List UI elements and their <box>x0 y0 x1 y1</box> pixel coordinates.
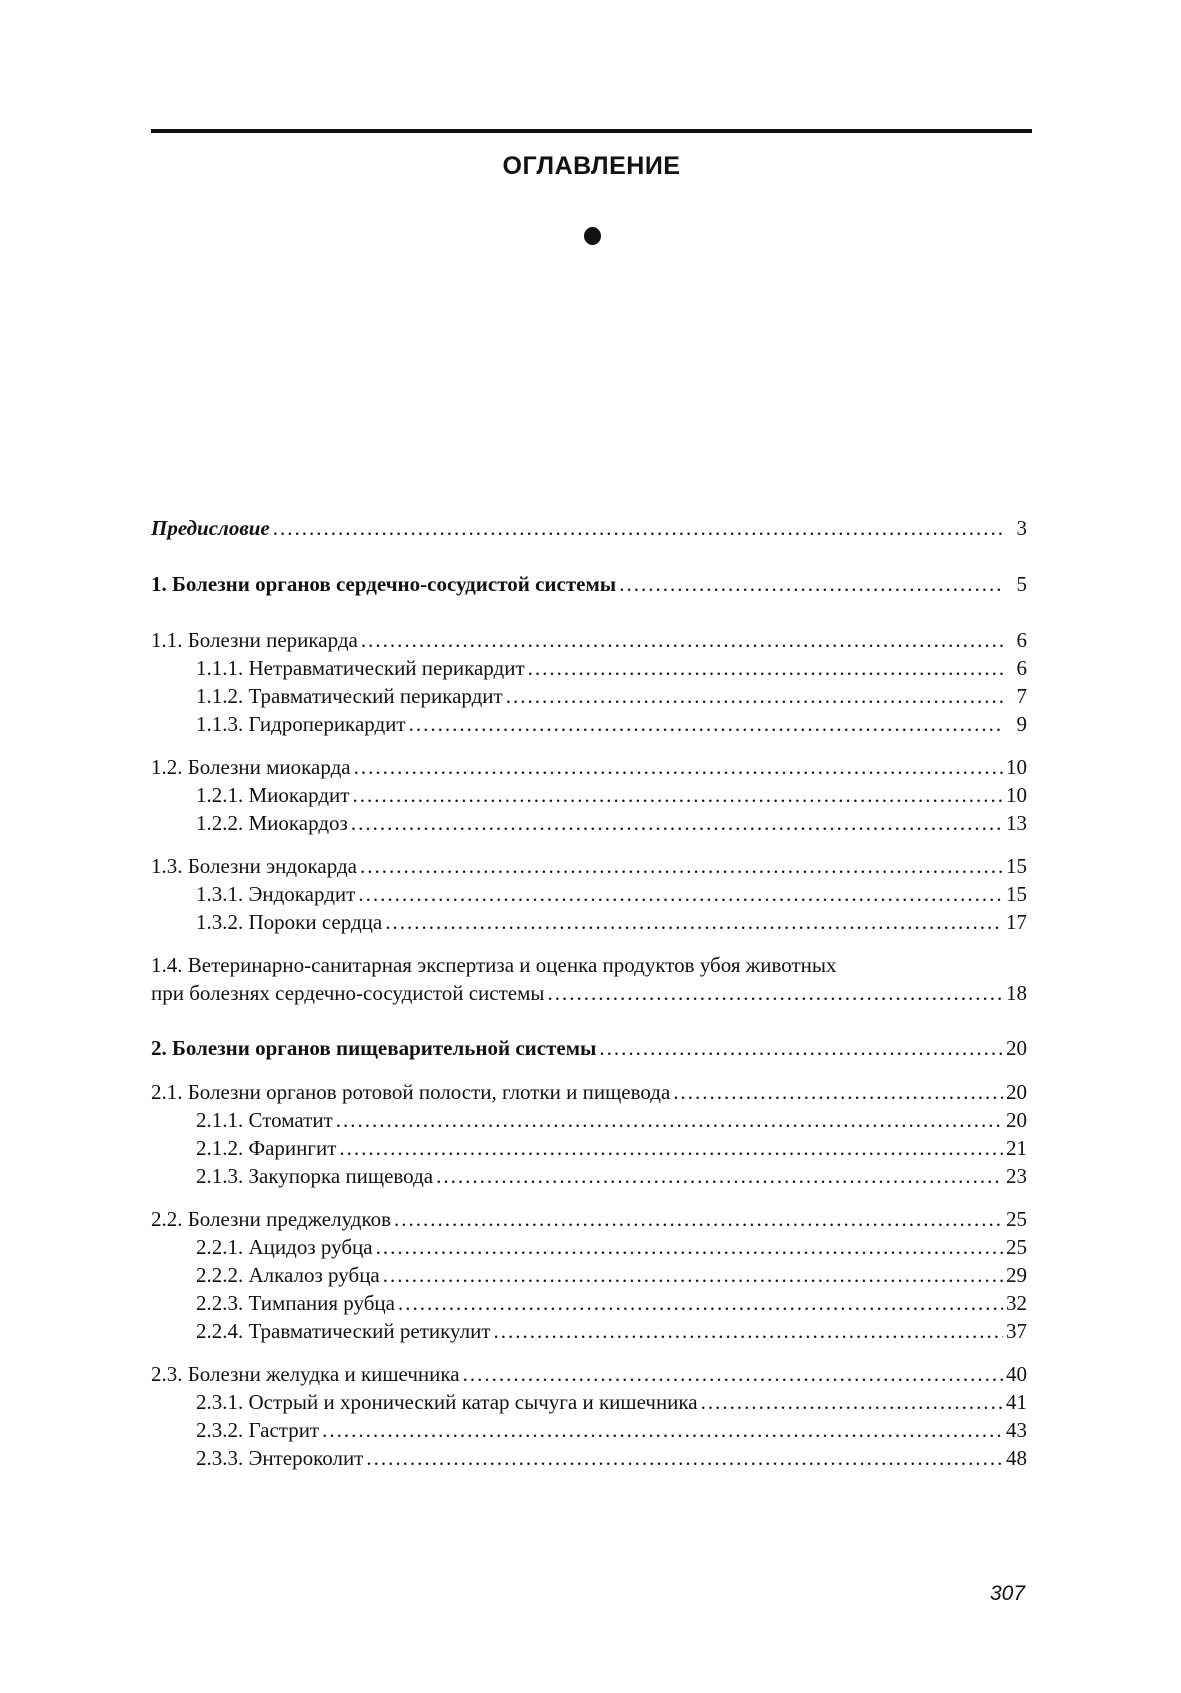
dot-leader <box>336 1107 1003 1133</box>
toc-entry[interactable] <box>196 1389 1027 1415</box>
toc-entry[interactable] <box>196 1163 1027 1189</box>
toc-entry-label: 1.2. Болезни миокарда <box>151 755 351 779</box>
toc-entry-page: 25 <box>1006 1207 1027 1231</box>
toc-entry-label: при болезнях сердечно-сосудистой системы <box>151 981 545 1005</box>
dot-leader <box>352 782 1003 808</box>
toc-entry[interactable] <box>151 627 1027 653</box>
toc-entry[interactable] <box>196 1262 1027 1288</box>
page-number: 307 <box>990 1582 1026 1605</box>
toc-entry[interactable] <box>151 754 1027 780</box>
toc-entry-page: 43 <box>1006 1418 1027 1442</box>
toc-entry-page: 20 <box>1006 1036 1027 1060</box>
dot-leader <box>394 1206 1003 1232</box>
dot-leader <box>494 1318 1003 1344</box>
toc-entry-label: Предисловие <box>151 516 270 540</box>
toc-entry-page: 5 <box>1016 572 1027 596</box>
toc-entry-page: 32 <box>1006 1291 1027 1315</box>
toc-entry[interactable] <box>196 1417 1027 1443</box>
toc-entry-page: 3 <box>1016 516 1027 540</box>
toc-entry-page: 40 <box>1006 1362 1027 1386</box>
dot-leader <box>361 627 1003 653</box>
toc-entry[interactable] <box>196 881 1027 907</box>
toc-entry[interactable] <box>196 909 1027 935</box>
toc-entry-page: 37 <box>1006 1319 1027 1343</box>
toc-entry-page: 10 <box>1006 783 1027 807</box>
dot-leader <box>506 683 1003 709</box>
toc-entry-page: 18 <box>1006 981 1027 1005</box>
toc-entry-label: 2.3.3. Энтероколит <box>196 1446 364 1470</box>
toc-entry[interactable] <box>151 1361 1027 1387</box>
toc-entry-page: 6 <box>1016 628 1027 652</box>
toc-entry-label: 2.3. Болезни желудка и кишечника <box>151 1362 460 1386</box>
toc-entry-page: 20 <box>1006 1080 1027 1104</box>
page-title: ОГЛАВЛЕНИЕ <box>502 152 681 180</box>
dot-leader <box>383 1262 1003 1288</box>
toc-entry[interactable] <box>196 810 1027 836</box>
dot-leader <box>351 810 1003 836</box>
toc-entry-label: 2.2.1. Ацидоз рубца <box>196 1235 373 1259</box>
dot-leader <box>385 909 1003 935</box>
toc-entry-line <box>151 952 1027 978</box>
toc-entry[interactable] <box>196 655 1027 681</box>
dot-leader <box>358 881 1003 907</box>
toc-entry-page: 17 <box>1006 910 1027 934</box>
toc-entry[interactable] <box>196 1318 1027 1344</box>
dot-leader <box>548 980 1003 1006</box>
toc-entry[interactable] <box>151 571 1027 597</box>
toc-entry-page: 15 <box>1006 882 1027 906</box>
dot-leader <box>528 655 1003 681</box>
dot-leader <box>599 1035 1003 1061</box>
toc-entry[interactable] <box>151 515 1027 541</box>
toc-entry-label: 2.1.2. Фарингит <box>196 1136 337 1160</box>
dot-leader <box>436 1163 1003 1189</box>
toc-entry-label: 2.2.3. Тимпания рубца <box>196 1291 395 1315</box>
dot-leader <box>354 754 1003 780</box>
toc-entry-label: 2.3.2. Гастрит <box>196 1418 320 1442</box>
toc-entry[interactable] <box>196 1234 1027 1260</box>
toc-entry[interactable] <box>196 1135 1027 1161</box>
toc-entry-page: 6 <box>1016 656 1027 680</box>
toc-entry-label: 2.2.2. Алкалоз рубца <box>196 1263 380 1287</box>
toc-entry-label: 1.1.1. Нетравматический перикардит <box>196 656 525 680</box>
toc-entry-label: 2.3.1. Острый и хронический катар сычуга и кишечника <box>196 1390 698 1414</box>
toc-entry-page: 29 <box>1006 1263 1027 1287</box>
toc-entry[interactable] <box>151 1035 1027 1061</box>
toc-entry-page: 21 <box>1006 1136 1027 1160</box>
toc-entry-page: 25 <box>1006 1235 1027 1259</box>
toc-entry-page: 23 <box>1006 1164 1027 1188</box>
toc-entry-label: 2. Болезни органов пищеварительной системы <box>151 1036 597 1060</box>
toc-entry-label: 1.2.1. Миокардит <box>196 783 350 807</box>
toc-entry-page: 13 <box>1006 811 1027 835</box>
toc-entry-label: 2.1. Болезни органов ротовой полости, глотки и пищевода <box>151 1080 671 1104</box>
bullet-ornament-icon <box>584 227 601 245</box>
toc-entry-label: 1.3.2. Пороки сердца <box>196 910 383 934</box>
toc-entry-label: 1.1.3. Гидроперикардит <box>196 712 406 736</box>
dot-leader <box>366 1445 1003 1471</box>
toc-entry-label: 1.1.2. Травматический перикардит <box>196 684 503 708</box>
toc-entry-page: 10 <box>1006 755 1027 779</box>
header-rule <box>151 129 1032 133</box>
toc-entry-label: 2.2. Болезни преджелудков <box>151 1207 392 1231</box>
dot-leader <box>701 1389 1003 1415</box>
toc-entry-label: 2.1.3. Закупорка пищевода <box>196 1164 434 1188</box>
toc-entry-label: 1.2.2. Миокардоз <box>196 811 348 835</box>
toc-entry-page: 20 <box>1006 1108 1027 1132</box>
toc-entry-page: 15 <box>1006 854 1027 878</box>
toc-entry[interactable] <box>196 711 1027 737</box>
toc-entry[interactable] <box>196 1290 1027 1316</box>
toc-entry[interactable] <box>196 1445 1027 1471</box>
toc-entry-label: 1.3. Болезни эндокарда <box>151 854 357 878</box>
dot-leader <box>339 1135 1003 1161</box>
toc-entry-label: 2.2.4. Травматический ретикулит <box>196 1319 491 1343</box>
toc-entry-label: 2.1.1. Стоматит <box>196 1108 333 1132</box>
dot-leader <box>409 711 1003 737</box>
toc-entry[interactable] <box>196 683 1027 709</box>
toc-entry-page: 7 <box>1016 684 1027 708</box>
dot-leader <box>398 1290 1003 1316</box>
toc-entry[interactable] <box>151 1206 1027 1232</box>
dot-leader <box>360 853 1003 879</box>
toc-entry[interactable] <box>151 1079 1027 1105</box>
toc-entry-page: 41 <box>1006 1390 1027 1414</box>
toc-entry[interactable] <box>151 853 1027 879</box>
toc-entry-label: 1.4. Ветеринарно-санитарная экспертиза и оценка продуктов убоя животных <box>151 953 837 977</box>
toc-entry[interactable] <box>196 782 1027 808</box>
toc-entry[interactable] <box>151 980 1027 1006</box>
dot-leader <box>273 515 1003 541</box>
dot-leader <box>376 1234 1003 1260</box>
toc-entry-label: 1.3.1. Эндокардит <box>196 882 356 906</box>
toc-entry[interactable] <box>196 1107 1027 1133</box>
toc-entry-label: 1. Болезни органов сердечно-сосудистой системы <box>151 572 617 596</box>
toc-entry-label: 1.1. Болезни перикарда <box>151 628 358 652</box>
dot-leader <box>673 1079 1003 1105</box>
toc-entry-page: 48 <box>1006 1446 1027 1470</box>
dot-leader <box>463 1361 1003 1387</box>
toc-entry-page: 9 <box>1016 712 1027 736</box>
dot-leader <box>322 1417 1003 1443</box>
dot-leader <box>619 571 1003 597</box>
